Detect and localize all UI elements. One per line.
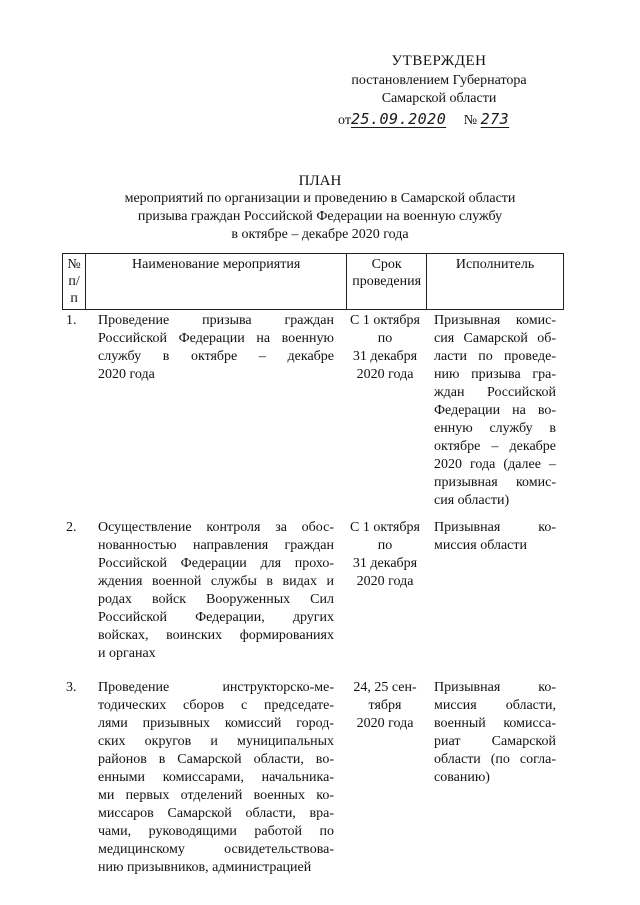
cell-line: ждения военной службы в видах и [98, 574, 334, 589]
cell-line: призывная комис- [434, 475, 556, 490]
subtitle-line-2: призыва граждан Российской Федерации на военную службу [137, 209, 503, 224]
cell-line: енную службу в [434, 421, 556, 436]
cell-line: лями призывных комиссий город- [98, 716, 334, 731]
row-number: 2. [66, 520, 77, 535]
approval-date-line [338, 110, 544, 130]
row-number: 3. [66, 680, 77, 695]
approval-heading: УТВЕРЖДЕН [391, 53, 487, 69]
header-num: № п/п [63, 254, 86, 310]
cell-line: области (по согла- [434, 752, 556, 767]
cell-line: чами, руководящими работой по [98, 824, 334, 839]
row-executor [434, 679, 556, 787]
cell-line: сия области) [434, 493, 510, 508]
cell-line: миссаров Самарской области, вра- [98, 806, 334, 821]
document-title: ПЛАН [298, 173, 342, 189]
cell-line: 31 декабря [352, 556, 418, 571]
cell-line: медицинскому освидетельствова- [98, 842, 334, 857]
cell-line: 2020 года [356, 574, 414, 589]
approval-number: 273 [480, 110, 510, 128]
row-executor [434, 519, 556, 555]
cell-line: 2020 года [98, 367, 155, 382]
row-executor [434, 312, 556, 510]
row-name [98, 519, 334, 663]
cell-line: и органах [98, 646, 156, 661]
cell-line: Проведение призыва граждан [98, 313, 334, 328]
cell-line: ласти по проведе- [434, 349, 556, 364]
row-number: 1. [66, 313, 77, 328]
cell-line: Призывная комис- [434, 313, 556, 328]
cell-line: по [377, 538, 393, 553]
row-term [342, 519, 428, 591]
cell-line: тября [368, 698, 402, 713]
cell-line: военный комисса- [434, 716, 556, 731]
cell-line: родах войск Вооруженных Сил [98, 592, 334, 607]
row-term [342, 679, 428, 733]
cell-line: 2020 года [356, 367, 414, 382]
cell-line: тодических сборов с председате- [98, 698, 334, 713]
cell-line: миссия области, [434, 698, 556, 713]
cell-line: сованию) [434, 770, 490, 785]
cell-line: Проведение инструкторско-ме- [98, 680, 334, 695]
cell-line: 24, 25 сен- [353, 680, 417, 695]
cell-line: по [377, 331, 393, 346]
row-name [98, 312, 334, 384]
cell-line: октябре – декабре [434, 439, 556, 454]
number-prefix: № [463, 113, 478, 128]
cell-line: миссия области [434, 538, 528, 553]
cell-line: 31 декабря [352, 349, 418, 364]
cell-line: районов в Самарской области, во- [98, 752, 334, 767]
cell-line: ских округов и муниципальных [98, 734, 334, 749]
cell-line: С 1 октября [350, 520, 420, 535]
cell-line: Призывная ко- [434, 680, 556, 695]
approval-line-1: постановлением Губернатора [351, 73, 527, 88]
subtitle-line-3: в октябре – декабре 2020 года [231, 227, 409, 242]
row-term [342, 312, 428, 384]
cell-line: Российской Федерации на военную [98, 331, 334, 346]
cell-line: 2020 года (далее – [434, 457, 556, 472]
cell-line: ждан Российской [434, 385, 556, 400]
header-exec: Исполнитель [427, 254, 564, 310]
header-name: Наименование мероприятия [86, 254, 347, 310]
cell-line: Российской Федерации, других [98, 610, 334, 625]
cell-line: войсках, воинских формированиях [98, 628, 334, 643]
cell-line: С 1 октября [350, 313, 420, 328]
cell-line: сия Самарской об- [434, 331, 556, 346]
cell-line: Федерации на во- [434, 403, 556, 418]
cell-line: риат Самарской [434, 734, 556, 749]
cell-line: нию призывников, администрацией [98, 860, 312, 875]
cell-line: нованностью направления граждан [98, 538, 334, 553]
cell-line: енными комиссарами, начальника- [98, 770, 334, 785]
cell-line: Призывная ко- [434, 520, 556, 535]
row-name [98, 679, 334, 877]
table-header [62, 253, 564, 310]
cell-line: нию призыва гра- [434, 367, 556, 382]
cell-line: ми первых отделений военных ко- [98, 788, 334, 803]
cell-line: Российской Федерации для прохо- [98, 556, 334, 571]
cell-line: Осуществление контроля за обос- [98, 520, 334, 535]
subtitle-line-1: мероприятий по организации и проведению в Самарской области [124, 191, 516, 206]
cell-line: службу в октябре – декабре [98, 349, 334, 364]
approval-line-2: Самарской области [381, 91, 497, 106]
document-subtitle [80, 190, 560, 244]
cell-line: 2020 года [356, 716, 414, 731]
date-prefix: от [338, 113, 351, 128]
header-term: Срок проведения [347, 254, 427, 310]
approval-stamp [334, 52, 544, 130]
approval-date: 25.09.2020 [350, 110, 447, 128]
